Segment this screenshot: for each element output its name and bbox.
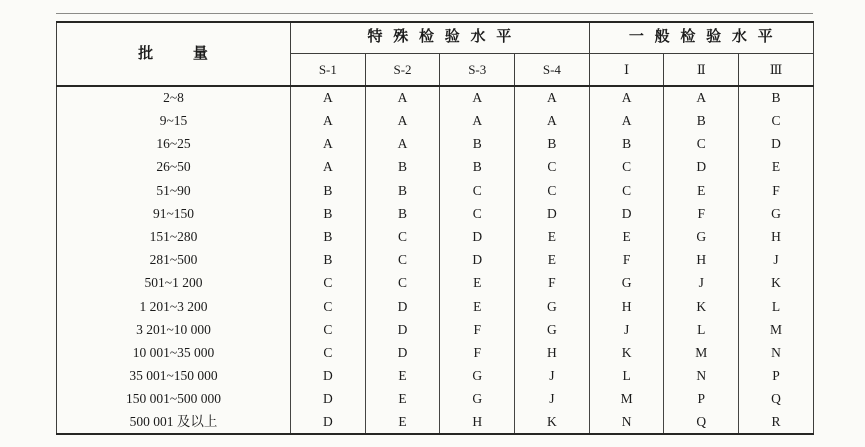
code-letter-cell: L bbox=[589, 364, 664, 387]
code-letter-cell: E bbox=[365, 387, 440, 410]
code-letter-cell: F bbox=[589, 248, 664, 271]
code-letter-cell: J bbox=[515, 387, 590, 410]
code-letter-cell: A bbox=[440, 86, 515, 109]
table-row bbox=[57, 318, 814, 341]
lot-size-column-header: 批 量 bbox=[57, 22, 291, 86]
table-row bbox=[57, 248, 814, 271]
code-letter-cell: D bbox=[291, 387, 366, 410]
code-letter-cell: G bbox=[515, 295, 590, 318]
code-letter-cell: C bbox=[515, 156, 590, 179]
code-letter-cell: A bbox=[589, 109, 664, 132]
code-letter-cell: N bbox=[739, 341, 814, 364]
level-column-header-s2: S-2 bbox=[365, 53, 440, 86]
code-letter-cell: D bbox=[440, 225, 515, 248]
code-letter-cell: E bbox=[440, 272, 515, 295]
code-letter-cell: P bbox=[739, 364, 814, 387]
code-letter-cell: A bbox=[365, 86, 440, 109]
code-letter-cell: J bbox=[589, 318, 664, 341]
code-letter-cell: E bbox=[739, 156, 814, 179]
code-letter-cell: A bbox=[291, 109, 366, 132]
code-letter-cell: H bbox=[739, 225, 814, 248]
table-row bbox=[57, 411, 814, 434]
code-letter-cell: M bbox=[589, 387, 664, 410]
code-letter-cell: L bbox=[664, 318, 739, 341]
code-letter-cell: G bbox=[739, 202, 814, 225]
code-letter-cell: B bbox=[739, 86, 814, 109]
code-letter-cell: C bbox=[365, 272, 440, 295]
code-letter-cell: G bbox=[440, 364, 515, 387]
code-letter-cell: C bbox=[589, 179, 664, 202]
code-letter-cell: H bbox=[440, 411, 515, 434]
code-letter-cell: C bbox=[291, 295, 366, 318]
code-letter-cell: E bbox=[589, 225, 664, 248]
code-letter-cell: L bbox=[739, 295, 814, 318]
code-letter-cell: D bbox=[365, 318, 440, 341]
code-letter-cell: B bbox=[291, 248, 366, 271]
code-letter-cell: A bbox=[291, 156, 366, 179]
table-top-double-rule bbox=[56, 13, 813, 14]
code-letter-cell: K bbox=[515, 411, 590, 434]
lot-range-cell: 3 201~10 000 bbox=[136, 321, 211, 337]
code-letter-cell: A bbox=[291, 132, 366, 155]
lot-range-cell: 9~15 bbox=[159, 113, 188, 129]
code-letter-cell: E bbox=[515, 225, 590, 248]
code-letter-cell: D bbox=[440, 248, 515, 271]
code-letter-cell: E bbox=[365, 364, 440, 387]
lot-range-cell: 91~150 bbox=[152, 205, 195, 221]
code-letter-cell: F bbox=[440, 318, 515, 341]
code-letter-cell: D bbox=[291, 411, 366, 434]
code-letter-cell: F bbox=[515, 272, 590, 295]
table-row bbox=[57, 132, 814, 155]
code-letter-cell: M bbox=[739, 318, 814, 341]
code-letter-cell: N bbox=[664, 364, 739, 387]
table-row bbox=[57, 86, 814, 109]
code-letter-cell: C bbox=[291, 318, 366, 341]
lot-range-cell: 16~25 bbox=[156, 136, 191, 152]
code-letter-cell: F bbox=[664, 202, 739, 225]
code-letter-cell: H bbox=[515, 341, 590, 364]
lot-range-cell: 26~50 bbox=[156, 159, 191, 175]
code-letter-cell: D bbox=[664, 156, 739, 179]
table-row bbox=[57, 364, 814, 387]
code-letter-cell: C bbox=[515, 179, 590, 202]
table-row bbox=[57, 156, 814, 179]
code-letter-cell: G bbox=[589, 272, 664, 295]
level-column-header-2: Ⅱ bbox=[664, 53, 739, 86]
lot-range-cell: 150 001~500 000 bbox=[125, 391, 222, 407]
table-row bbox=[57, 109, 814, 132]
code-letter-cell: B bbox=[440, 156, 515, 179]
code-letter-cell: Q bbox=[739, 387, 814, 410]
code-letter-cell: A bbox=[664, 86, 739, 109]
code-letter-cell: A bbox=[365, 109, 440, 132]
code-letter-cell: D bbox=[365, 295, 440, 318]
code-letter-cell: K bbox=[739, 272, 814, 295]
code-letter-cell: B bbox=[365, 179, 440, 202]
lot-range-cell: 151~280 bbox=[149, 228, 198, 244]
level-column-header-s1: S-1 bbox=[291, 53, 366, 86]
table-row bbox=[57, 202, 814, 225]
special-inspection-levels-group-header: 特 殊 检 验 水 平 bbox=[291, 22, 590, 53]
code-letter-cell: D bbox=[365, 341, 440, 364]
lot-range-cell: 1 201~3 200 bbox=[139, 298, 208, 314]
code-letter-cell: A bbox=[291, 86, 366, 109]
code-letter-cell: B bbox=[664, 109, 739, 132]
code-letter-cell: J bbox=[664, 272, 739, 295]
code-letter-cell: B bbox=[589, 132, 664, 155]
code-letter-cell: C bbox=[291, 341, 366, 364]
lot-range-cell: 501~1 200 bbox=[144, 275, 203, 291]
code-letter-cell: E bbox=[440, 295, 515, 318]
level-column-header-s3: S-3 bbox=[440, 53, 515, 86]
code-letter-cell: F bbox=[739, 179, 814, 202]
level-column-header-s4: S-4 bbox=[515, 53, 590, 86]
code-letter-cell: G bbox=[440, 387, 515, 410]
code-letter-cell: A bbox=[440, 109, 515, 132]
code-letter-cell: C bbox=[664, 132, 739, 155]
table-row bbox=[57, 179, 814, 202]
code-letter-cell: D bbox=[589, 202, 664, 225]
code-letter-cell: A bbox=[589, 86, 664, 109]
table-header bbox=[57, 22, 814, 86]
table-row bbox=[57, 341, 814, 364]
code-letter-cell: C bbox=[365, 248, 440, 271]
lot-range-cell: 35 001~150 000 bbox=[129, 368, 218, 384]
code-letter-cell: B bbox=[291, 179, 366, 202]
lot-range-cell: 281~500 bbox=[149, 252, 198, 268]
code-letter-cell: E bbox=[664, 179, 739, 202]
code-letter-cell: B bbox=[515, 132, 590, 155]
sample-size-code-letter-table bbox=[56, 21, 814, 435]
code-letter-cell: H bbox=[664, 248, 739, 271]
code-letter-cell: M bbox=[664, 341, 739, 364]
code-letter-cell: C bbox=[440, 179, 515, 202]
code-letter-cell: R bbox=[739, 411, 814, 434]
code-letter-cell: A bbox=[365, 132, 440, 155]
code-letter-cell: B bbox=[365, 156, 440, 179]
code-letter-cell: D bbox=[515, 202, 590, 225]
code-letter-cell: H bbox=[589, 295, 664, 318]
code-letter-cell: P bbox=[664, 387, 739, 410]
code-letter-cell: B bbox=[440, 132, 515, 155]
code-letter-cell: E bbox=[515, 248, 590, 271]
lot-range-cell: 500 001 及以上 bbox=[129, 413, 218, 429]
code-letter-cell: C bbox=[291, 272, 366, 295]
code-letter-cell: J bbox=[515, 364, 590, 387]
code-letter-cell: F bbox=[440, 341, 515, 364]
general-inspection-levels-group-header: 一 般 检 验 水 平 bbox=[589, 22, 813, 53]
code-letter-cell: C bbox=[365, 225, 440, 248]
code-letter-cell: Q bbox=[664, 411, 739, 434]
table-row bbox=[57, 387, 814, 410]
table-row bbox=[57, 272, 814, 295]
code-letter-cell: D bbox=[739, 132, 814, 155]
code-letter-cell: N bbox=[589, 411, 664, 434]
code-letter-cell: D bbox=[291, 364, 366, 387]
table-row bbox=[57, 225, 814, 248]
code-letter-cell: E bbox=[365, 411, 440, 434]
code-letter-cell: A bbox=[515, 86, 590, 109]
code-letter-cell: K bbox=[664, 295, 739, 318]
level-column-header-1: Ⅰ bbox=[589, 53, 664, 86]
table-row bbox=[57, 295, 814, 318]
lot-range-cell: 2~8 bbox=[163, 90, 184, 106]
lot-range-cell: 10 001~35 000 bbox=[132, 344, 215, 360]
lot-range-cell: 51~90 bbox=[156, 182, 191, 198]
code-letter-cell: B bbox=[291, 202, 366, 225]
code-letter-cell: B bbox=[291, 225, 366, 248]
level-column-header-3: Ⅲ bbox=[739, 53, 814, 86]
code-letter-cell: C bbox=[589, 156, 664, 179]
code-letter-cell: G bbox=[664, 225, 739, 248]
code-letter-cell: C bbox=[739, 109, 814, 132]
table-body bbox=[57, 86, 814, 434]
group-header-row bbox=[57, 22, 814, 53]
code-letter-cell: C bbox=[440, 202, 515, 225]
code-letter-cell: J bbox=[739, 248, 814, 271]
code-letter-cell: A bbox=[515, 109, 590, 132]
code-letter-cell: G bbox=[515, 318, 590, 341]
code-letter-cell: B bbox=[365, 202, 440, 225]
code-letter-cell: K bbox=[589, 341, 664, 364]
